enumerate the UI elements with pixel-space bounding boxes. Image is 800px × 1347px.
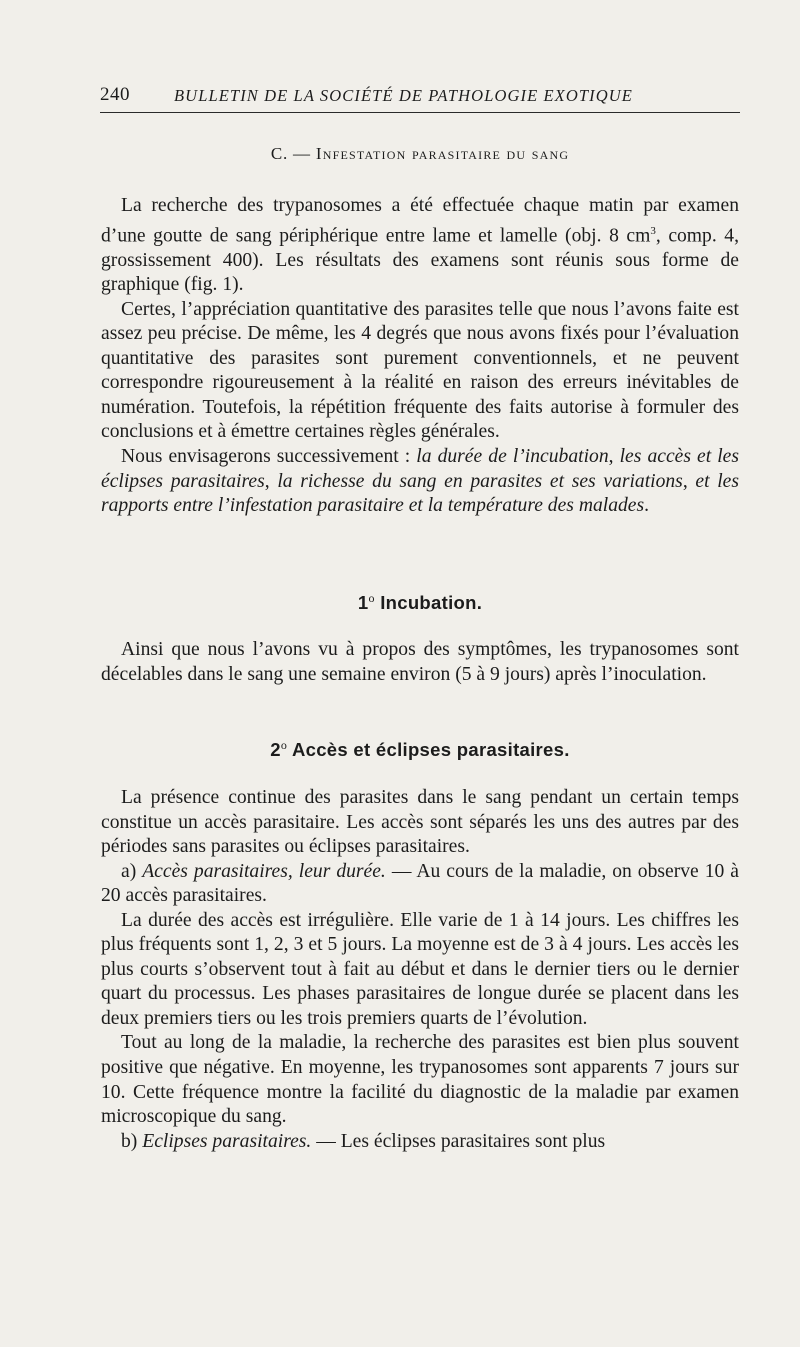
paragraph: Tout au long de la maladie, la recherche des parasites est bien plus souvent positive que négative. En moyenne, les trypanosomes sont apparents 7 jours sur 10. Cette fréquence montre la facilité du diagnostic de la maladie par examen microscopique du sang.: [101, 1032, 739, 1128]
heading-acces: [100, 738, 740, 761]
italic-text: la richesse du sang en parasites et ses variations: [277, 470, 683, 492]
running-header: [100, 82, 740, 110]
section-title: [100, 144, 740, 164]
paragraph: [101, 1130, 739, 1155]
incubation-text-block: [101, 638, 739, 687]
heading-number: 1: [357, 592, 369, 614]
superscript: o: [368, 591, 375, 605]
paragraph: [101, 860, 739, 909]
paragraph-label: b): [121, 1130, 143, 1152]
paragraph: [101, 194, 739, 298]
header-rule: [100, 112, 740, 113]
paragraph: Ainsi que nous l’avons vu à propos des symptômes, les trypanosomes sont décelables dans le sang une semaine environ (5 à 9 jours) après l’inoculation.: [101, 639, 739, 685]
heading-incubation: [100, 591, 740, 614]
italic-text: les accès et les éclipses parasitaires: [101, 446, 740, 492]
section-letter: C. —: [270, 144, 311, 163]
separator: ,: [682, 470, 696, 492]
heading-text: Accès et éclipses parasitaires.: [287, 739, 570, 761]
paragraph: La durée des accès est irrégulière. Elle varie de 1 à 14 jours. Les chiffres les plus fréquents sont 1, 2, 3 et 5 jours. La moyenne est de 3 à 4 jours. Les accès les plus courts s’observent tout à fait au début et dans le dernier tiers ou le dernier quart du processus. Les phases parasitaires de longue durée se placent dans les deux premiers tiers ou les trois premiers quarts de l’évolution.: [101, 909, 739, 1029]
italic-text: Accès parasitaires, leur durée.: [142, 860, 386, 882]
acces-text-block: [101, 786, 739, 1154]
separator: ,: [608, 446, 620, 467]
paragraph-text: Nous envisagerons successivement :: [121, 446, 417, 467]
paragraph-text: — Au cours de la maladie, on observe 10 à 20 accès parasitaires.: [101, 860, 740, 907]
italic-text: la durée de l’incubation: [416, 446, 609, 467]
paragraph-text: , comp. 4, grossissement 400). Les résultats des examens sont réunis sous forme de graphique (fig. 1).: [101, 225, 739, 296]
paragraph-text: — Les éclipses parasitaires sont plus: [311, 1130, 606, 1152]
paragraph: La présence continue des parasites dans le sang pendant un certain temps constitue un accès parasitaire. Les accès sont séparés les uns des autres par des périodes sans parasites ou éclipses parasitaires.: [101, 787, 739, 858]
intro-text-block: [101, 194, 739, 519]
paragraph: Certes, l’appréciation quantitative des parasites telle que nous l’avons faite est assez peu précise. De même, les 4 degrés que nous avons fixés pour l’évaluation quantitative des parasites sont purement conventionnels, et ne peuvent correspondre rigoureusement à la réalité en raison des erreurs inévitables de numération. Toutefois, la répétition fréquente des faits autorise à formuler des conclusions et à émettre certaines règles générales.: [101, 298, 739, 443]
paragraph: [101, 445, 739, 519]
page-number: 240: [100, 84, 130, 105]
separator: .: [644, 495, 650, 517]
heading-number: 2: [270, 739, 281, 761]
italic-text: et les rapports entre l’infestation parasitaire et la température des malades: [101, 470, 740, 517]
section-title-text: Infestation parasitaire du sang: [315, 144, 570, 163]
superscript: o: [280, 738, 288, 752]
paragraph-text: La recherche des trypanosomes a été effectuée chaque matin par examen d’une goutte de sang périphérique entre lame et lamelle (obj. 8 cm: [101, 195, 739, 247]
italic-text: Eclipses parasitaires.: [142, 1130, 312, 1152]
journal-title: BULLETIN DE LA SOCIÉTÉ DE PATHOLOGIE EXOTIQUE: [174, 86, 633, 105]
superscript: 3: [650, 224, 656, 237]
separator: ,: [264, 470, 278, 492]
heading-text: Incubation.: [374, 592, 483, 614]
paragraph-label: a): [121, 860, 143, 882]
